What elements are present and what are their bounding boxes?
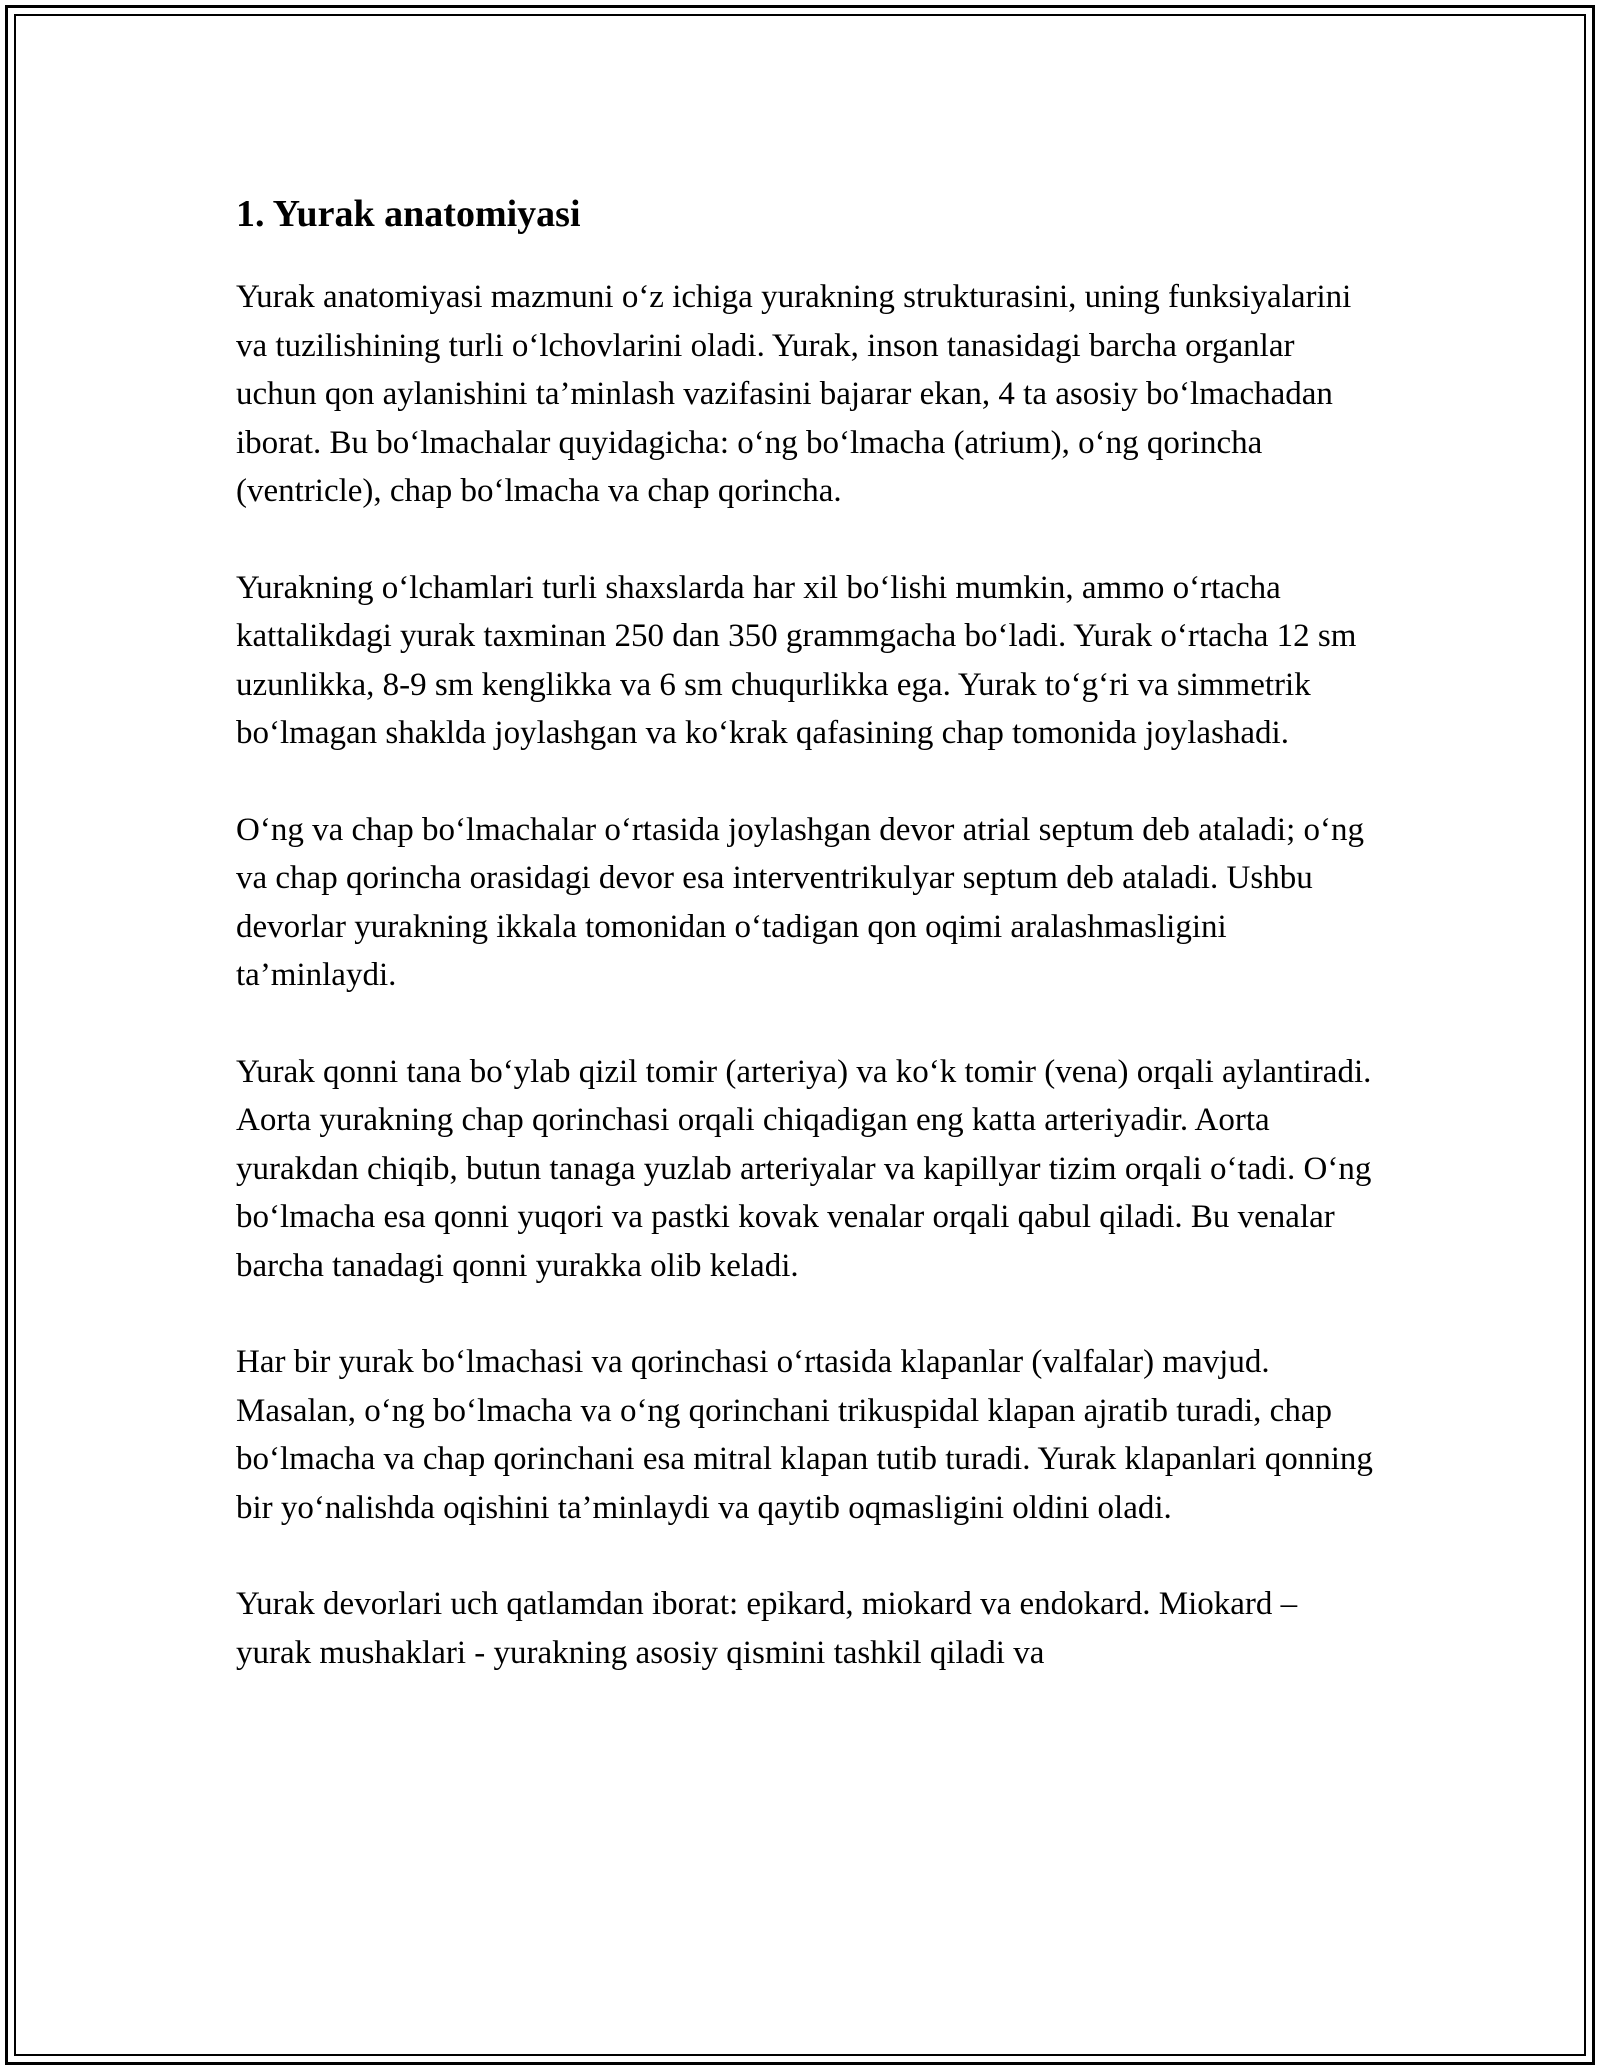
paragraph-heart-size: Yurakning o‘lchamlari turli shaxslarda har xil bo‘lishi mumkin, ammo o‘rtacha kattalikdagi yurak taxminan 250 dan 350 grammgacha bo‘ladi. Yurak o‘rtacha 12 sm uzunlikka, 8-9 sm kenglikka va 6 sm chuqurlikka ega. Yurak to‘g‘ri va simmetrik bo‘lmagan shaklda joylashgan va ko‘krak qafasining chap tomonida joylashadi. [236,569,1357,751]
paragraph-heart-walls: Yurak devorlari uch qatlamdan iborat: epikard, miokard va endokard. Miokard – yurak mushaklari - yurakning asosiy qismini tashkil qiladi va [236,1586,1298,1671]
section-heading: 1. Yurak anatomiyasi [236,193,581,235]
paragraph-valves: Har bir yurak bo‘lmachasi va qorinchasi o‘rtasida klapanlar (valfalar) mavjud. Masalan, o‘ng bo‘lmacha va o‘ng qorinchani trikuspidal klapan ajratib turadi, chap bo‘lmacha va chap qorinchani esa mitral klapan tutib turadi. Yurak klapanlari qonning bir yo‘nalishda oqishini ta’minlaydi va qaytib oqmasligini oldini oladi. [236,1344,1373,1526]
paragraph-heart-overview: Yurak anatomiyasi mazmuni o‘z ichiga yurakning strukturasini, uning funksiyalarini va tuzilishining turli o‘lchovlarini oladi. Yurak, inson tanasidagi barcha organlar uchun qon aylanishini ta’minlash vazifasini bajarar ekan, 4 ta asosiy bo‘lmachadan iborat. Bu bo‘lmachalar quyidagicha: o‘ng bo‘lmacha (atrium), o‘ng qorincha (ventricle), chap bo‘lmacha va chap qorincha. [236,279,1352,509]
document-body [236,185,1376,1725]
paragraph-circulation: Yurak qonni tana bo‘ylab qizil tomir (arteriya) va ko‘k tomir (vena) orqali aylantiradi. Aorta yurakning chap qorinchasi orqali chiqadigan eng katta arteriyadir. Aorta yurakdan chiqib, butun tanaga yuzlab arteriyalar va kapillyar tizim orqali o‘tadi. O‘ng bo‘lmacha esa qonni yuqori va pastki kovak venalar orqali qabul qiladi. Bu venalar barcha tanadagi qonni yurakka olib keladi. [236,1053,1372,1284]
paragraph-septum: O‘ng va chap bo‘lmachalar o‘rtasida joylashgan devor atrial septum deb ataladi; o‘ng va chap qorincha orasidagi devor esa interventrikulyar septum deb ataladi. Ushbu devorlar yurakning ikkala tomonidan o‘tadigan qon oqimi aralashmasligini ta’minlaydi. [236,811,1365,993]
